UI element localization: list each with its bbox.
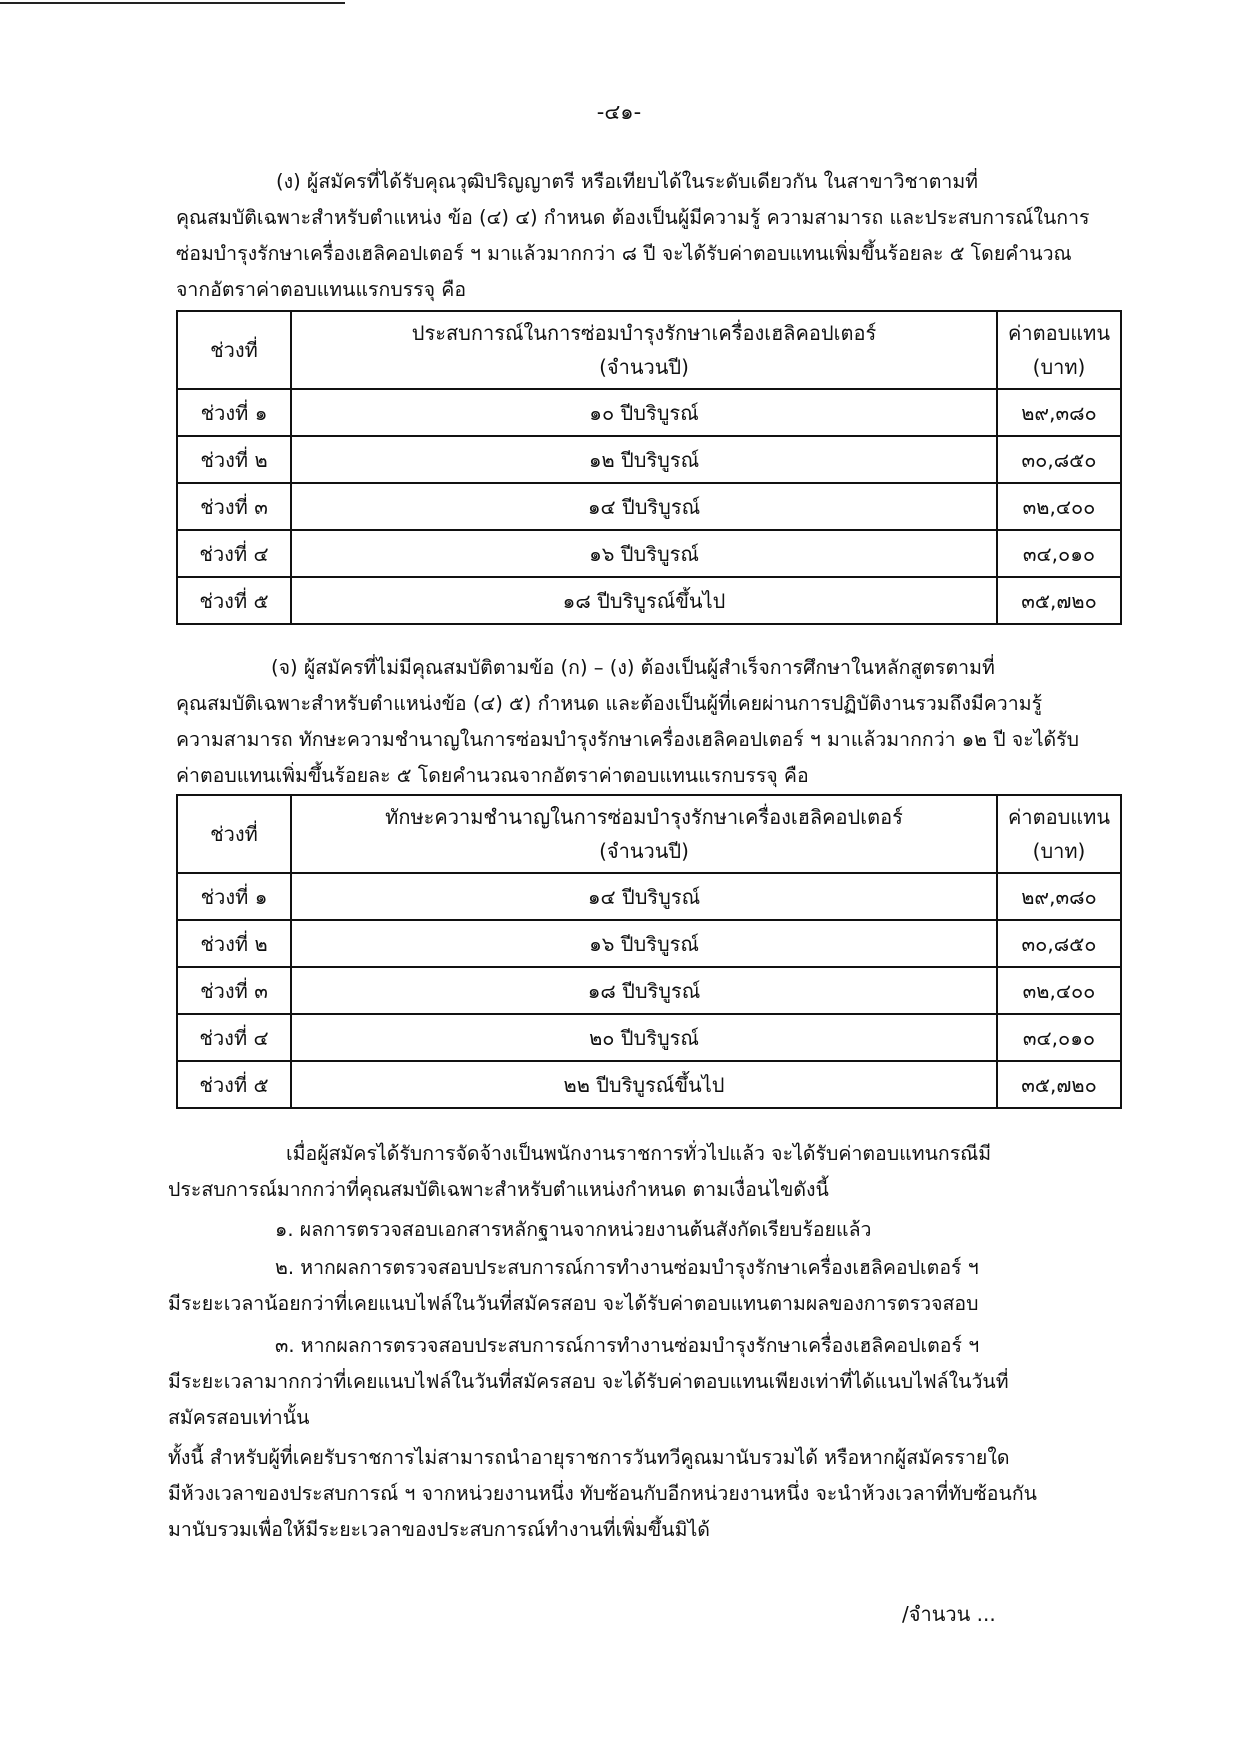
condition-3-line-1: ๓. หากผลการตรวจสอบประสบการณ์การทำงานซ่อมบำรุงรักษาเครื่องเฮลิคอปเตอร์ ฯ <box>275 1334 980 1357</box>
paragraph-jo-line-1: (จ) ผู้สมัครที่ไม่มีคุณสมบัติตามข้อ (ก) – (ง) ต้องเป็นผู้สำเร็จการศึกษาในหลักสูตรตามที่ <box>271 656 995 679</box>
period-cell: ช่วงที่ ๕ <box>177 577 291 624</box>
condition-2-line-1: ๒. หากผลการตรวจสอบประสบการณ์การทำงานซ่อมบำรุงรักษาเครื่องเฮลิคอปเตอร์ ฯ <box>275 1256 979 1279</box>
paragraph-ng-line-3: ซ่อมบำรุงรักษาเครื่องเฮลิคอปเตอร์ ฯ มาแล้วมากกว่า ๘ ปี จะได้รับค่าตอบแทนเพิ่มขึ้นร้อยละ ๕ โดยคำนวณ <box>176 242 1072 265</box>
pay-cell: ๓๔,๐๑๐ <box>997 530 1121 577</box>
condition-3-line-2: มีระยะเวลามากกว่าที่เคยแนบไฟล์ในวันที่สมัครสอบ จะได้รับค่าตอบแทนเพียงเท่าที่ได้แนบไฟล์ในวันที่ <box>168 1370 1009 1393</box>
col-pay-title: ค่าตอบแทน <box>1007 805 1111 829</box>
col-pay-unit: (บาท) <box>1032 355 1086 379</box>
table-row <box>177 1061 1121 1108</box>
rate-table-1 <box>176 310 1122 625</box>
note-line-3: มานับรวมเพื่อให้มีระยะเวลาของประสบการณ์ทำงานที่เพิ่มขึ้นมิได้ <box>168 1518 710 1541</box>
pay-cell: ๓๕,๗๒๐ <box>997 1061 1121 1108</box>
years-cell: ๑๘ ปีบริบูรณ์ขึ้นไป <box>291 577 997 624</box>
years-cell: ๑๒ ปีบริบูรณ์ <box>291 436 997 483</box>
paragraph-jo-line-3: ความสามารถ ทักษะความชำนาญในการซ่อมบำรุงรักษาเครื่องเฮลิคอปเตอร์ ฯ มาแล้วมากกว่า ๑๒ ปี จะได้รับ <box>176 728 1080 751</box>
condition-2-line-2: มีระยะเวลาน้อยกว่าที่เคยแนบไฟล์ในวันที่สมัครสอบ จะได้รับค่าตอบแทนตามผลของการตรวจสอบ <box>168 1292 979 1315</box>
years-cell: ๑๖ ปีบริบูรณ์ <box>291 920 997 967</box>
period-cell: ช่วงที่ ๑ <box>177 873 291 920</box>
pay-cell: ๓๐,๘๕๐ <box>997 436 1121 483</box>
paragraph-jo-line-4: ค่าตอบแทนเพิ่มขึ้นร้อยละ ๕ โดยคำนวณจากอัตราค่าตอบแทนแรกบรรจุ คือ <box>176 764 809 787</box>
paragraph-jo <box>176 650 1122 794</box>
years-cell: ๒๒ ปีบริบูรณ์ขึ้นไป <box>291 1061 997 1108</box>
period-cell: ช่วงที่ ๕ <box>177 1061 291 1108</box>
period-cell: ช่วงที่ ๑ <box>177 389 291 436</box>
col-pay-unit: (บาท) <box>1032 839 1086 863</box>
condition-3 <box>168 1328 1122 1436</box>
col-experience-header <box>291 795 997 873</box>
period-cell: ช่วงที่ ๔ <box>177 1014 291 1061</box>
paragraph-ng-line-4: จากอัตราค่าตอบแทนแรกบรรจุ คือ <box>176 278 467 301</box>
table-row <box>177 1014 1121 1061</box>
col-experience-unit: (จำนวนปี) <box>599 355 689 379</box>
paragraph-ng-line-2: คุณสมบัติเฉพาะสำหรับตำแหน่ง ข้อ (๔) ๔) กำหนด ต้องเป็นผู้มีความรู้ ความสามารถ และประสบการณ์ในการ <box>176 206 1090 229</box>
table-row <box>177 483 1121 530</box>
period-cell: ช่วงที่ ๒ <box>177 920 291 967</box>
rate-table-2 <box>176 794 1122 1109</box>
condition-3-line-3: สมัครสอบเท่านั้น <box>168 1406 310 1429</box>
years-cell: ๑๖ ปีบริบูรณ์ <box>291 530 997 577</box>
table-row <box>177 389 1121 436</box>
paragraph-ng-line-1: (ง) ผู้สมัครที่ได้รับคุณวุฒิปริญญาตรี หรือเทียบได้ในระดับเดียวกัน ในสาขาวิชาตามที่ <box>276 170 979 193</box>
paragraph-conditions-intro <box>168 1136 1122 1208</box>
continuation-marker: /จำนวน ... <box>902 1602 996 1626</box>
col-pay-header <box>997 311 1121 389</box>
paragraph-jo-line-2: คุณสมบัติเฉพาะสำหรับตำแหน่งข้อ (๔) ๕) กำหนด และต้องเป็นผู้ที่เคยผ่านการปฏิบัติงานรวมถึงมีความรู้ <box>176 692 1043 715</box>
period-cell: ช่วงที่ ๓ <box>177 483 291 530</box>
years-cell: ๑๔ ปีบริบูรณ์ <box>291 483 997 530</box>
pay-cell: ๒๙,๓๘๐ <box>997 873 1121 920</box>
col-experience-header <box>291 311 997 389</box>
pay-cell: ๓๐,๘๕๐ <box>997 920 1121 967</box>
condition-1 <box>168 1212 1122 1248</box>
col-pay-header <box>997 795 1121 873</box>
paragraph-ng <box>176 164 1122 308</box>
period-cell: ช่วงที่ ๓ <box>177 967 291 1014</box>
col-period-header: ช่วงที่ <box>177 795 291 873</box>
col-experience-title: ประสบการณ์ในการซ่อมบำรุงรักษาเครื่องเฮลิคอปเตอร์ <box>411 321 877 345</box>
period-cell: ช่วงที่ ๒ <box>177 436 291 483</box>
years-cell: ๑๘ ปีบริบูรณ์ <box>291 967 997 1014</box>
top-rule <box>0 2 345 4</box>
note-line-2: มีห้วงเวลาของประสบการณ์ ฯ จากหน่วยงานหนึ่ง ทับซ้อนกับอีกหน่วยงานหนึ่ง จะนำห้วงเวลาที่ทับซ้อนกัน <box>168 1482 1037 1505</box>
conditions-intro-line-2: ประสบการณ์มากกว่าที่คุณสมบัติเฉพาะสำหรับตำแหน่งกำหนด ตามเงื่อนไขดังนี้ <box>168 1178 829 1201</box>
condition-2 <box>168 1250 1122 1322</box>
rate-table-1-header <box>177 311 1121 389</box>
pay-cell: ๓๕,๗๒๐ <box>997 577 1121 624</box>
pay-cell: ๓๔,๐๑๐ <box>997 1014 1121 1061</box>
condition-1-line-1: ๑. ผลการตรวจสอบเอกสารหลักฐานจากหน่วยงานต้นสังกัดเรียบร้อยแล้ว <box>275 1218 872 1241</box>
table-row <box>177 920 1121 967</box>
years-cell: ๒๐ ปีบริบูรณ์ <box>291 1014 997 1061</box>
pay-cell: ๓๒,๔๐๐ <box>997 483 1121 530</box>
table-row <box>177 577 1121 624</box>
col-period-header: ช่วงที่ <box>177 311 291 389</box>
period-cell: ช่วงที่ ๔ <box>177 530 291 577</box>
pay-cell: ๓๒,๔๐๐ <box>997 967 1121 1014</box>
rate-table-2-header <box>177 795 1121 873</box>
pay-cell: ๒๙,๓๘๐ <box>997 389 1121 436</box>
table-row <box>177 967 1121 1014</box>
conditions-intro-line-1: เมื่อผู้สมัครได้รับการจัดจ้างเป็นพนักงานราชการทั่วไปแล้ว จะได้รับค่าตอบแทนกรณีมี <box>286 1142 992 1165</box>
note-line-1: ทั้งนี้ สำหรับผู้ที่เคยรับราชการไม่สามารถนำอายุราชการวันทวีคูณมานับรวมได้ หรือหากผู้สมัครรายใด <box>168 1446 1010 1469</box>
table-row <box>177 873 1121 920</box>
page-number: -๔๑- <box>596 100 642 124</box>
table-row <box>177 436 1121 483</box>
note-paragraph <box>168 1440 1122 1548</box>
years-cell: ๑๐ ปีบริบูรณ์ <box>291 389 997 436</box>
col-experience-title: ทักษะความชำนาญในการซ่อมบำรุงรักษาเครื่องเฮลิคอปเตอร์ <box>385 805 903 829</box>
years-cell: ๑๔ ปีบริบูรณ์ <box>291 873 997 920</box>
col-pay-title: ค่าตอบแทน <box>1007 321 1111 345</box>
table-row <box>177 530 1121 577</box>
col-experience-unit: (จำนวนปี) <box>599 839 689 863</box>
